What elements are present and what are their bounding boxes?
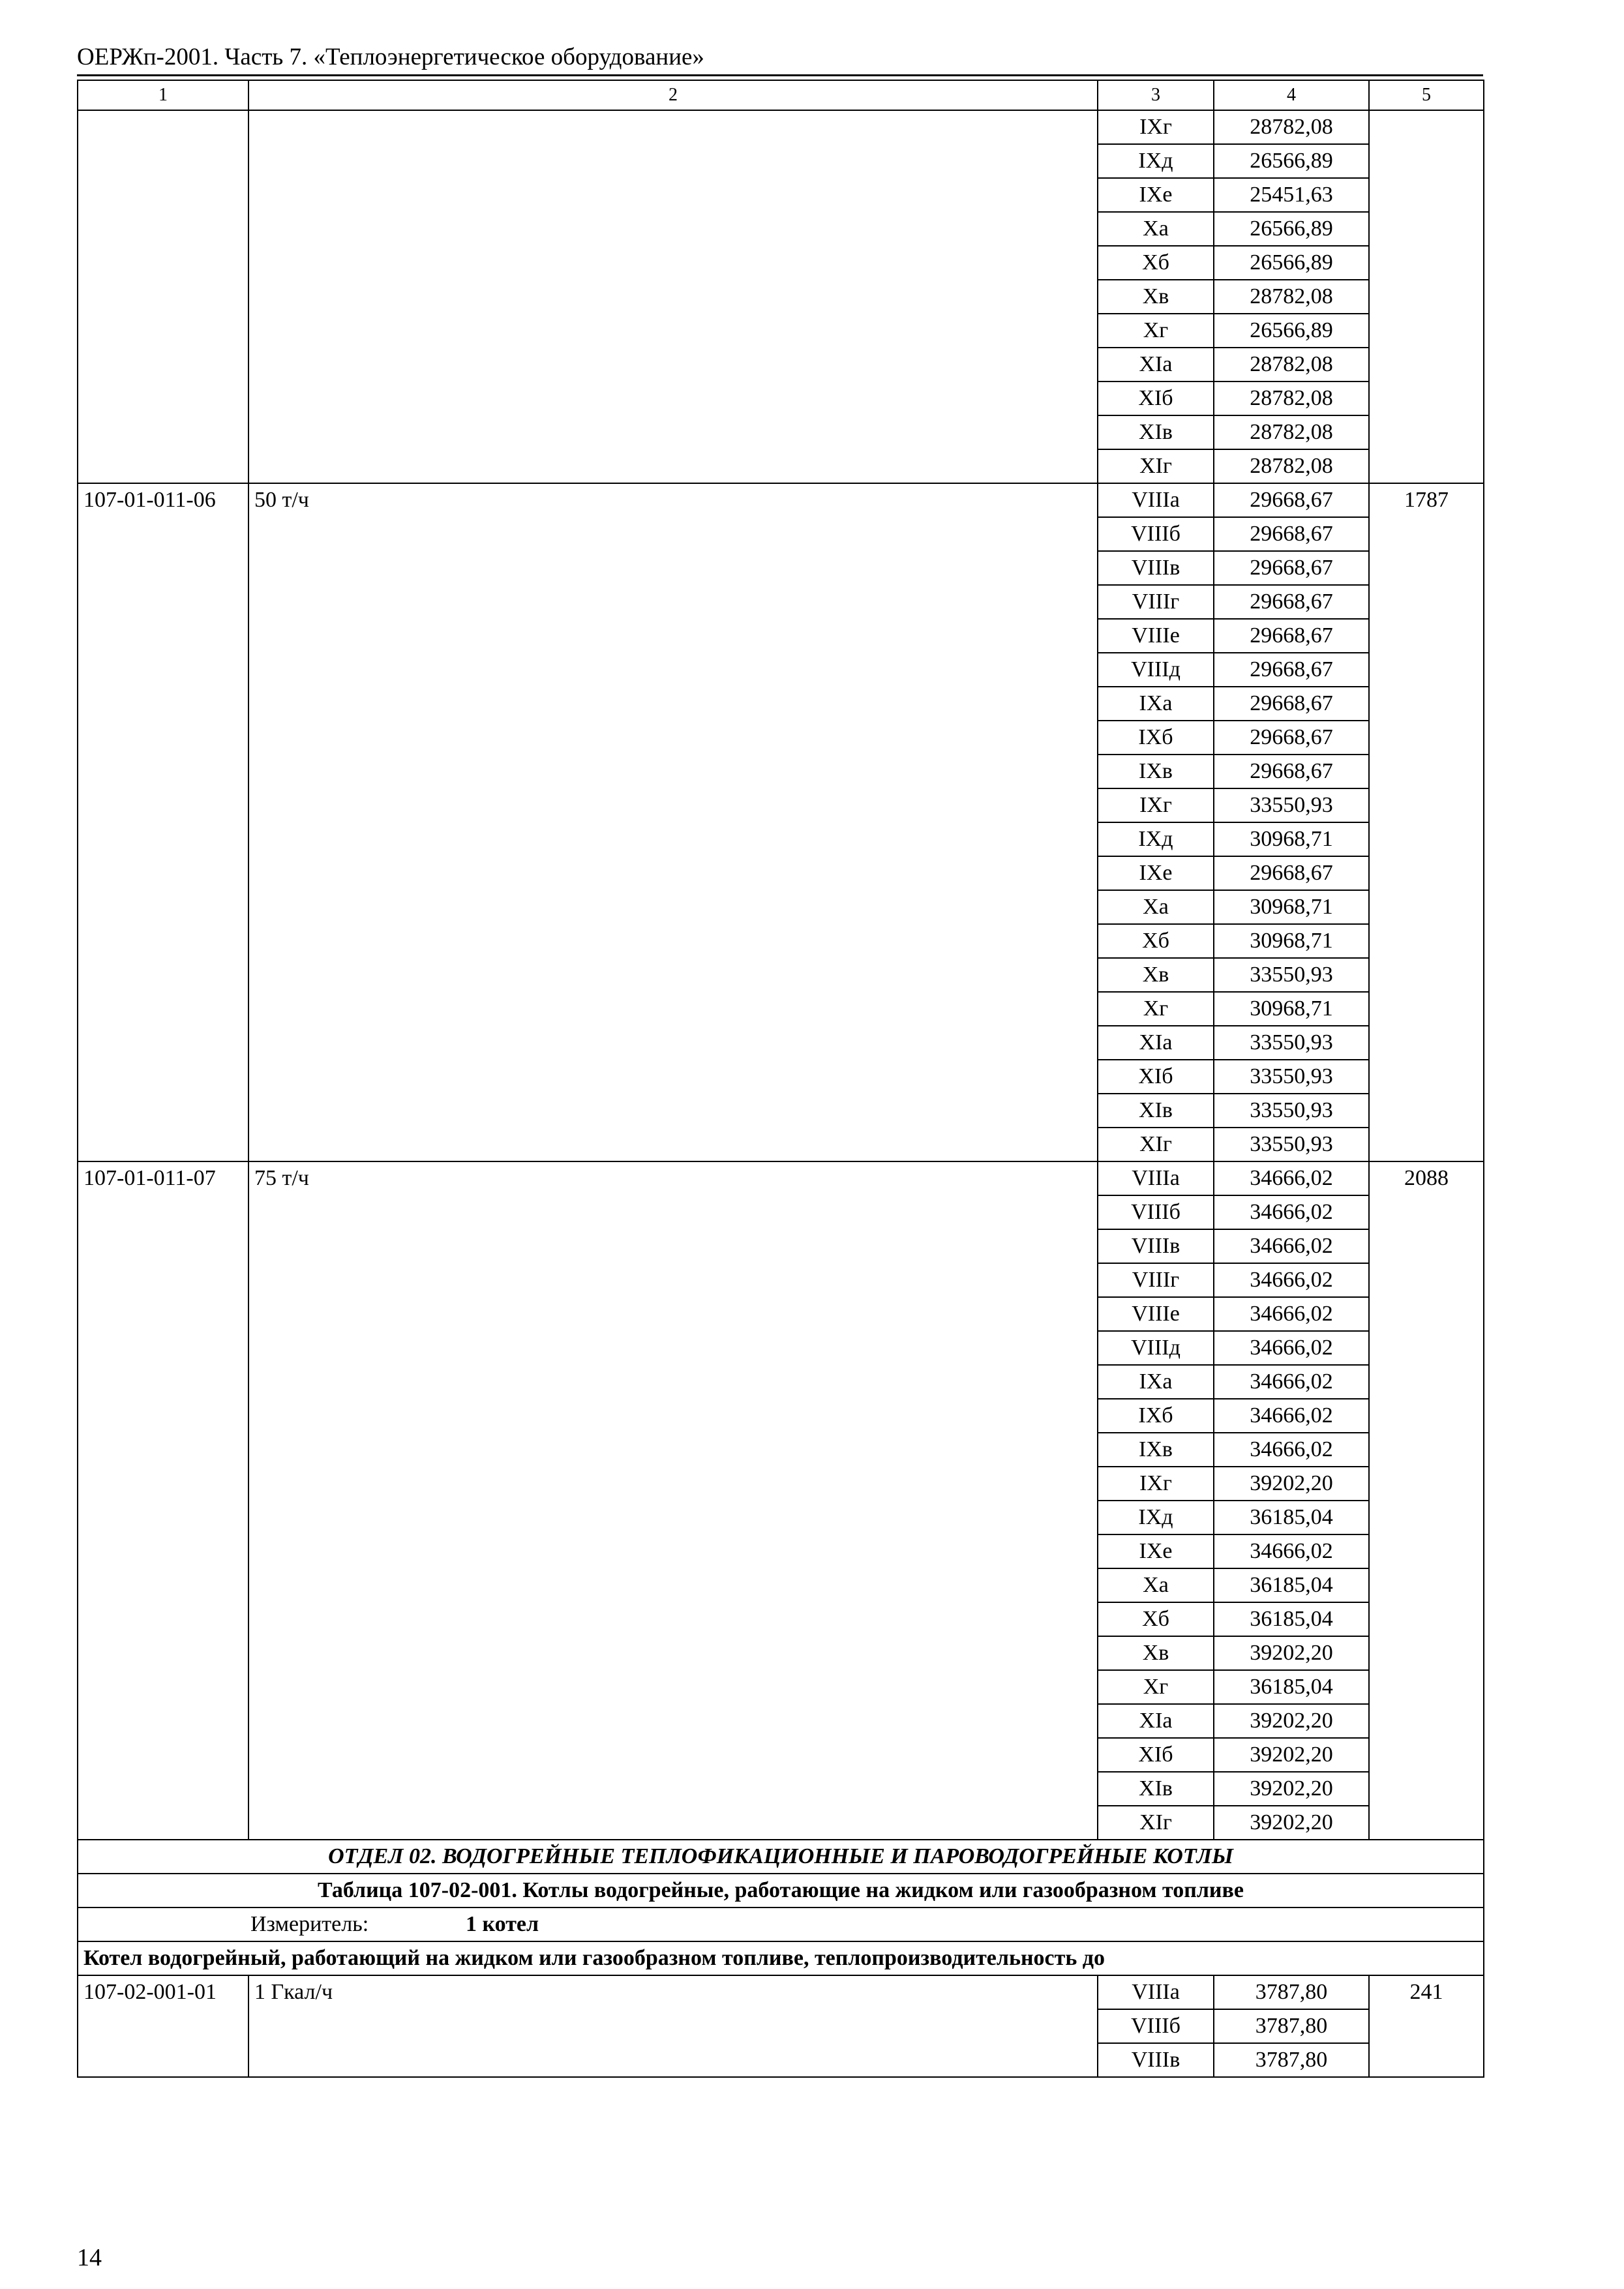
column-number: 5: [1369, 80, 1484, 110]
region-zone: VIIIе: [1098, 619, 1214, 653]
region-zone: VIIIв: [1098, 1229, 1214, 1263]
table-title-row: [78, 1874, 1484, 1908]
price-value: 28782,08: [1214, 382, 1369, 415]
price-value: 28782,08: [1214, 415, 1369, 449]
price-value: 29668,67: [1214, 755, 1369, 788]
table-row: [78, 1161, 1484, 1195]
item-code: 107-01-011-06: [78, 483, 248, 1161]
region-zone: VIIIб: [1098, 1195, 1214, 1229]
price-value: 28782,08: [1214, 449, 1369, 483]
section-row: [78, 1840, 1484, 1874]
running-header: ОЕРЖп-2001. Часть 7. «Теплоэнергетическое оборудование»: [77, 44, 704, 70]
region-zone: IXе: [1098, 1534, 1214, 1568]
price-value: 34666,02: [1214, 1433, 1369, 1467]
region-zone: VIIIв: [1098, 551, 1214, 585]
price-value: 25451,63: [1214, 178, 1369, 212]
price-value: 30968,71: [1214, 822, 1369, 856]
price-value: 29668,67: [1214, 619, 1369, 653]
price-value: 29668,67: [1214, 483, 1369, 517]
price-value: 33550,93: [1214, 958, 1369, 992]
price-value: 36185,04: [1214, 1670, 1369, 1704]
col5-value: [1369, 110, 1484, 483]
item-name: [248, 110, 1098, 483]
price-value: 33550,93: [1214, 1026, 1369, 1060]
column-number: 4: [1214, 80, 1369, 110]
table-row: [78, 483, 1484, 517]
price-value: 39202,20: [1214, 1467, 1369, 1501]
region-zone: IXе: [1098, 178, 1214, 212]
region-zone: VIIIб: [1098, 517, 1214, 551]
col5-value: 2088: [1369, 1161, 1484, 1840]
region-zone: Xб: [1098, 924, 1214, 958]
price-value: 30968,71: [1214, 992, 1369, 1026]
region-zone: Xг: [1098, 1670, 1214, 1704]
meter-cell: [78, 1908, 1484, 1941]
table-row: [78, 1975, 1484, 2009]
price-value: 30968,71: [1214, 924, 1369, 958]
price-value: 36185,04: [1214, 1568, 1369, 1602]
region-zone: IXв: [1098, 755, 1214, 788]
price-value: 34666,02: [1214, 1195, 1369, 1229]
region-zone: XIг: [1098, 1128, 1214, 1161]
region-zone: VIIIг: [1098, 1263, 1214, 1297]
region-zone: Xг: [1098, 992, 1214, 1026]
price-value: 36185,04: [1214, 1501, 1369, 1534]
price-value: 34666,02: [1214, 1297, 1369, 1331]
header-rule: [77, 74, 1483, 76]
column-number: 2: [248, 80, 1098, 110]
table-row: [78, 110, 1484, 144]
price-value: 29668,67: [1214, 653, 1369, 687]
column-number: 3: [1098, 80, 1214, 110]
region-zone: Xб: [1098, 1602, 1214, 1636]
price-value: 34666,02: [1214, 1263, 1369, 1297]
region-zone: XIа: [1098, 1704, 1214, 1738]
region-zone: IXе: [1098, 856, 1214, 890]
region-zone: VIIIа: [1098, 1161, 1214, 1195]
region-zone: Xа: [1098, 1568, 1214, 1602]
col5-value: 241: [1369, 1975, 1484, 2077]
region-zone: Xв: [1098, 1636, 1214, 1670]
region-zone: Xв: [1098, 958, 1214, 992]
price-value: 39202,20: [1214, 1806, 1369, 1840]
table-title: Таблица 107-02-001. Котлы водогрейные, работающие на жидком или газообразном топливе: [78, 1874, 1484, 1908]
item-code: [78, 110, 248, 483]
meter-row: [78, 1908, 1484, 1941]
price-value: 26566,89: [1214, 314, 1369, 348]
region-zone: VIIIв: [1098, 2043, 1214, 2077]
item-name: 50 т/ч: [248, 483, 1098, 1161]
region-zone: IXг: [1098, 1467, 1214, 1501]
item-name: 1 Гкал/ч: [248, 1975, 1098, 2077]
region-zone: XIв: [1098, 1094, 1214, 1128]
region-zone: IXа: [1098, 1365, 1214, 1399]
price-value: 39202,20: [1214, 1772, 1369, 1806]
price-value: 28782,08: [1214, 110, 1369, 144]
item-code: 107-01-011-07: [78, 1161, 248, 1840]
price-value: 29668,67: [1214, 856, 1369, 890]
region-zone: Xб: [1098, 246, 1214, 280]
region-zone: IXб: [1098, 1399, 1214, 1433]
region-zone: Xа: [1098, 212, 1214, 246]
price-value: 33550,93: [1214, 1094, 1369, 1128]
price-value: 34666,02: [1214, 1399, 1369, 1433]
region-zone: XIв: [1098, 415, 1214, 449]
region-zone: VIIIе: [1098, 1297, 1214, 1331]
region-zone: IXа: [1098, 687, 1214, 721]
column-number: 1: [78, 80, 248, 110]
region-zone: VIIIа: [1098, 483, 1214, 517]
item-code: 107-02-001-01: [78, 1975, 248, 2077]
section-title: ОТДЕЛ 02. ВОДОГРЕЙНЫЕ ТЕПЛОФИКАЦИОННЫЕ И ПАРОВОДОГРЕЙНЫЕ КОТЛЫ: [78, 1840, 1484, 1874]
region-zone: VIIIд: [1098, 1331, 1214, 1365]
region-zone: IXг: [1098, 788, 1214, 822]
rates-table: [77, 80, 1484, 2078]
region-zone: XIг: [1098, 449, 1214, 483]
region-zone: IXв: [1098, 1433, 1214, 1467]
price-value: 34666,02: [1214, 1229, 1369, 1263]
price-value: 36185,04: [1214, 1602, 1369, 1636]
price-value: 26566,89: [1214, 144, 1369, 178]
price-value: 26566,89: [1214, 246, 1369, 280]
region-zone: Xа: [1098, 890, 1214, 924]
price-value: 29668,67: [1214, 721, 1369, 755]
region-zone: IXб: [1098, 721, 1214, 755]
region-zone: XIа: [1098, 1026, 1214, 1060]
price-value: 39202,20: [1214, 1636, 1369, 1670]
meter-value: 1 котел: [466, 1912, 539, 1936]
meter-label: Измеритель:: [250, 1912, 369, 1936]
region-zone: IXд: [1098, 1501, 1214, 1534]
region-zone: IXг: [1098, 110, 1214, 144]
region-zone: VIIIа: [1098, 1975, 1214, 2009]
description-row: [78, 1941, 1484, 1975]
column-number-row: [78, 80, 1484, 110]
price-value: 39202,20: [1214, 1738, 1369, 1772]
region-zone: XIб: [1098, 1060, 1214, 1094]
col5-value: 1787: [1369, 483, 1484, 1161]
price-value: 29668,67: [1214, 551, 1369, 585]
price-value: 34666,02: [1214, 1331, 1369, 1365]
region-zone: IXд: [1098, 144, 1214, 178]
region-zone: VIIIб: [1098, 2009, 1214, 2043]
region-zone: XIг: [1098, 1806, 1214, 1840]
price-value: 3787,80: [1214, 2009, 1369, 2043]
group-description: Котел водогрейный, работающий на жидком или газообразном топливе, теплопроизводительность до: [78, 1941, 1484, 1975]
region-zone: XIа: [1098, 348, 1214, 382]
item-name: 75 т/ч: [248, 1161, 1098, 1840]
region-zone: Xг: [1098, 314, 1214, 348]
price-value: 29668,67: [1214, 687, 1369, 721]
price-value: 39202,20: [1214, 1704, 1369, 1738]
price-value: 3787,80: [1214, 2043, 1369, 2077]
price-value: 29668,67: [1214, 517, 1369, 551]
price-value: 28782,08: [1214, 280, 1369, 314]
price-value: 34666,02: [1214, 1534, 1369, 1568]
region-zone: XIв: [1098, 1772, 1214, 1806]
region-zone: IXд: [1098, 822, 1214, 856]
region-zone: VIIIг: [1098, 585, 1214, 619]
price-value: 28782,08: [1214, 348, 1369, 382]
price-value: 33550,93: [1214, 1060, 1369, 1094]
price-value: 29668,67: [1214, 585, 1369, 619]
price-value: 3787,80: [1214, 1975, 1369, 2009]
price-value: 33550,93: [1214, 1128, 1369, 1161]
page-number: 14: [77, 2244, 102, 2271]
region-zone: Xв: [1098, 280, 1214, 314]
price-value: 33550,93: [1214, 788, 1369, 822]
price-value: 26566,89: [1214, 212, 1369, 246]
region-zone: XIб: [1098, 1738, 1214, 1772]
region-zone: VIIIд: [1098, 653, 1214, 687]
price-value: 30968,71: [1214, 890, 1369, 924]
region-zone: XIб: [1098, 382, 1214, 415]
price-value: 34666,02: [1214, 1365, 1369, 1399]
price-value: 34666,02: [1214, 1161, 1369, 1195]
